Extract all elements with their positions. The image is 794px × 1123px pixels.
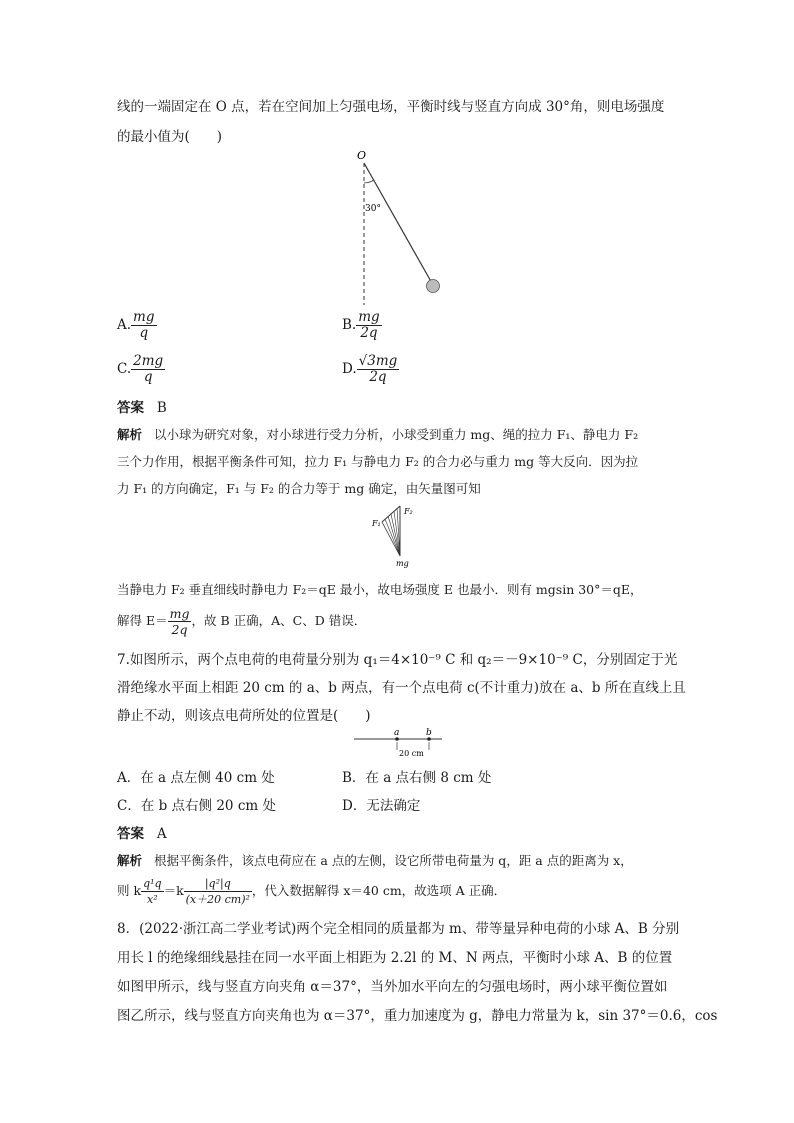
q7-eq-right-den: (x＋20 cm)²	[185, 893, 250, 906]
q7-choice-a: A．在 a 点左侧 40 cm 处	[117, 770, 275, 786]
choice-d-letter: D.	[342, 361, 357, 377]
q6-choice-a	[117, 310, 157, 341]
pendulum-ball	[427, 280, 440, 293]
q6-answer-value: B	[156, 400, 167, 416]
q6-analysis-frac-num: mg	[169, 606, 190, 621]
q7-answer-label: 答案	[117, 826, 144, 842]
q6-analysis-line4: 当静电力 F₂ 垂直细线时静电力 F₂＝qE 最小，故电场强度 E 也最小．则有 mgsin 30°＝qE，	[117, 582, 643, 597]
q7-analysis-line2	[117, 876, 506, 907]
q6-choice-d	[342, 354, 399, 385]
pendulum-string	[364, 163, 433, 285]
q6-answer-label: 答案	[117, 400, 144, 416]
q7-eq-post: ，代入数据解得 x＝40 cm，故选项 A 正确．	[251, 883, 507, 898]
point-o-label: O	[357, 149, 367, 162]
q7-eq-mid: ＝k	[163, 883, 184, 898]
q7-eq-right-num: |q²|q	[184, 876, 252, 892]
f1-label: F₁	[372, 519, 381, 528]
q7-choice-b: B．在 a 点右侧 8 cm 处	[342, 770, 492, 786]
choice-c-num: 2mg	[133, 353, 164, 369]
q7-stem-line3: 静止不动，则该点电荷所处的位置是( )	[117, 708, 371, 724]
q6-stem-line1: 线的一端固定在 O 点，若在空间加上匀强电场，平衡时线与竖直方向成 30°角，则电场强度	[117, 99, 665, 115]
angle-label: 30°	[365, 204, 381, 214]
q6-choice-c	[117, 354, 165, 385]
choice-b-letter: B.	[342, 317, 357, 333]
point-a-label: a	[394, 728, 400, 738]
q7-eq-right-fraction	[184, 876, 252, 907]
choice-a-num: mg	[133, 309, 155, 325]
mg-label: mg	[396, 559, 409, 568]
q7-analysis-text1: 根据平衡条件，该点电荷应在 a 点的左侧，设它所带电荷量为 q，距 a 点的距离为 x，	[153, 853, 633, 868]
q7-choice-d: D．无法确定	[342, 798, 421, 814]
q7-eq-pre: 则 k	[117, 883, 142, 898]
f2-label: F₂	[404, 507, 413, 516]
q8-stem-line3: 如图甲所示，线与竖直方向夹角 α＝37°，当外加水平向左的匀强电场时，两小球平衡位置如	[117, 979, 668, 995]
q7-eq-left-num: q¹q	[143, 877, 162, 890]
point-b-label: b	[426, 728, 432, 738]
choice-a-den: q	[139, 325, 149, 341]
choice-d-num: √3mg	[358, 353, 398, 369]
choice-a-fraction	[131, 310, 156, 341]
angle-arc	[364, 180, 374, 183]
q7-analysis-line1	[117, 851, 633, 869]
q7-stem-line1: 7.如图所示，两个点电荷的电荷量分别为 q₁＝4×10⁻⁹ C 和 q₂＝－9×10⁻⁹ C，分别固定于光	[117, 652, 678, 668]
q6-stem-line2: 的最小值为( )	[117, 129, 223, 145]
choice-c-fraction	[131, 354, 165, 385]
q6-analysis-line3: 力 F₁ 的方向确定，F₁ 与 F₂ 的合力等于 mg 确定，由矢量图可知	[117, 481, 481, 496]
q7-choice-c: C．在 b 点右侧 20 cm 处	[117, 798, 276, 814]
q7-eq-left-den: x²	[147, 893, 158, 906]
choice-b-num: mg	[358, 309, 380, 325]
choice-c-den: q	[143, 369, 153, 385]
pendulum-figure	[340, 145, 460, 305]
q6-answer	[117, 396, 167, 416]
q8-stem-line2: 用长 l 的绝缘细线悬挂在同一水平面上相距为 2.2l 的 M、N 两点，平衡时小球 A、B 的位置	[117, 950, 673, 966]
choice-b-den: 2q	[360, 325, 378, 341]
vector-diagram	[368, 500, 424, 570]
q6-analysis-label: 解析	[117, 427, 143, 442]
choice-d-den: 2q	[369, 369, 387, 385]
choice-c-letter: C.	[117, 361, 132, 377]
q7-answer-value: A	[156, 826, 167, 842]
q6-analysis-line2: 三个力作用，根据平衡条件可知，拉力 F₁ 与静电力 F₂ 的合力必与重力 mg 等大反向．因为拉	[117, 454, 639, 469]
q6-analysis-line1	[117, 425, 638, 443]
q6-analysis-line5-post: ，故 B 正确，A、C、D 错误．	[191, 613, 367, 628]
vector-f2-line-a	[382, 522, 400, 556]
choice-a-letter: A.	[117, 317, 132, 333]
choice-b-fraction	[356, 310, 381, 341]
q8-stem-line1: 8．(2022·浙江高二学业考试)两个完全相同的质量都为 m、带等量异种电荷的小球 A、B 分别	[117, 921, 680, 937]
q6-analysis-line5	[117, 606, 366, 637]
distance-label: 20 cm	[399, 749, 424, 758]
charges-line-figure	[350, 726, 445, 758]
q7-stem-line2: 滑绝缘水平面上相距 20 cm 的 a、b 两点，有一个点电荷 c(不计重力)放在 a、b 所在直线上且	[117, 680, 686, 696]
q6-analysis-line5-pre: 解得 E＝	[117, 613, 168, 628]
choice-d-fraction	[357, 354, 400, 385]
q7-analysis-label: 解析	[117, 853, 143, 868]
q8-stem-line4: 图乙所示，线与竖直方向夹角也为 α＝37°，重力加速度为 g，静电力常量为 k，sin 37°＝0.6，cos	[117, 1008, 718, 1024]
q6-choice-b	[342, 310, 382, 341]
q7-eq-left-fraction	[141, 876, 164, 907]
q6-analysis-text1: 以小球为研究对象，对小球进行受力分析，小球受到重力 mg、绳的拉力 F₁、静电力 F₂	[153, 427, 639, 442]
q7-answer	[117, 822, 167, 842]
q6-analysis-frac-den: 2q	[171, 622, 188, 637]
q6-analysis-fraction	[168, 606, 192, 637]
